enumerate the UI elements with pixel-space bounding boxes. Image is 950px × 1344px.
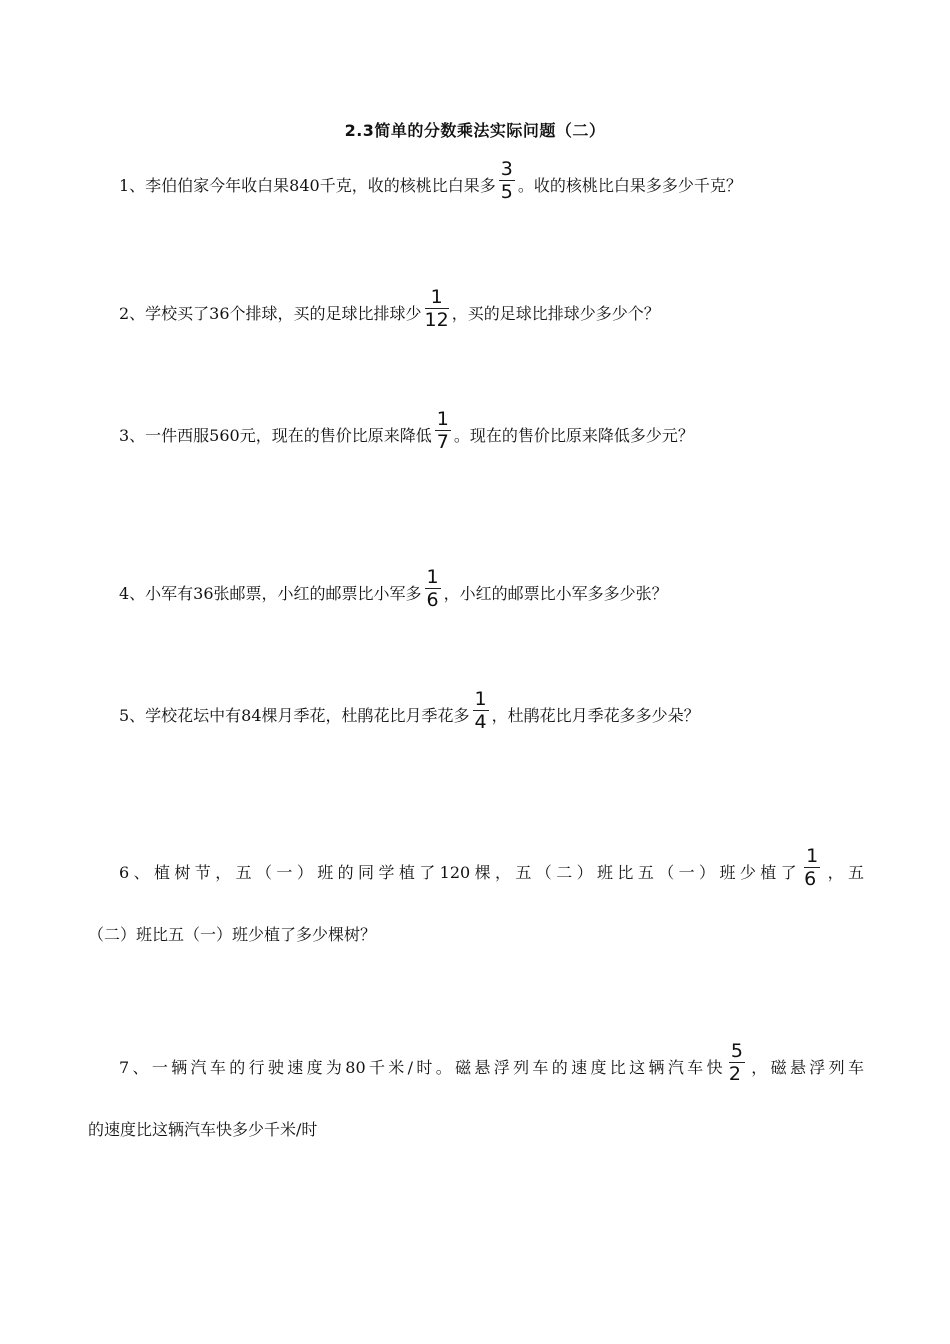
question-text: 3、一件西服560元，现在的售价比原来降低 (119, 426, 432, 445)
fraction (425, 288, 449, 330)
fraction-denominator: 6 (804, 868, 817, 890)
fraction-denominator: 2 (728, 1063, 741, 1085)
fraction-numerator: 5 (730, 1040, 743, 1062)
question-text: ，小红的邮票比小军多多少张？ (443, 584, 668, 603)
fraction-denominator: 12 (424, 309, 449, 331)
fraction-denominator: 7 (436, 431, 449, 453)
fraction (425, 568, 441, 610)
fraction (435, 410, 451, 452)
question-text: 。现在的售价比原来降低多少元？ (453, 426, 694, 445)
question-text: ，杜鹃花比月季花多多少朵？ (491, 706, 700, 725)
fraction-numerator: 1 (436, 408, 449, 430)
question-7 (88, 1037, 864, 1161)
fraction-numerator: 1 (806, 845, 819, 867)
question-text: ，买的足球比排球少多少个？ (451, 304, 660, 323)
fraction-numerator: 3 (500, 158, 513, 180)
fraction (804, 847, 820, 889)
fraction (473, 690, 489, 732)
question-4 (88, 563, 864, 625)
fraction-denominator: 5 (500, 181, 513, 203)
question-2 (88, 283, 864, 345)
fraction-numerator: 1 (474, 688, 487, 710)
fraction (499, 160, 515, 202)
question-3 (88, 405, 864, 467)
question-text: 5、学校花坛中有84棵月季花，杜鹃花比月季花多 (119, 706, 470, 725)
question-text: 7、一辆汽车的行驶速度为80千米/时。磁悬浮列车的速度比这辆汽车快 (119, 1058, 726, 1077)
question-text-line2: 的速度比这辆汽车快多少千米/时 (88, 1120, 318, 1139)
question-text: 4、小军有36张邮票，小红的邮票比小军多 (119, 584, 422, 603)
question-text: ，磁悬浮列车 (747, 1058, 864, 1077)
fraction-numerator: 1 (426, 566, 439, 588)
question-5 (88, 685, 864, 747)
page-title: 2.3简单的分数乘法实际问题（二） (344, 121, 606, 140)
question-text-line2: （二）班比五（一）班少植了多少棵树？ (88, 925, 377, 944)
question-text: ，五 (823, 863, 864, 882)
question-6 (88, 842, 864, 966)
question-text: 6、植树节，五（一）班的同学植了120棵，五（二）班比五（一）班少植了 (119, 863, 802, 882)
question-1 (88, 155, 864, 217)
question-text: 2、学校买了36个排球，买的足球比排球少 (119, 304, 422, 323)
fraction-denominator: 4 (474, 711, 487, 733)
question-text: 。收的核桃比白果多多少千克？ (517, 176, 742, 195)
fraction-numerator: 1 (425, 288, 449, 309)
fraction (729, 1042, 745, 1084)
fraction-denominator: 6 (426, 589, 439, 611)
question-text: 1、李伯伯家今年收白果840千克，收的核桃比白果多 (119, 176, 496, 195)
